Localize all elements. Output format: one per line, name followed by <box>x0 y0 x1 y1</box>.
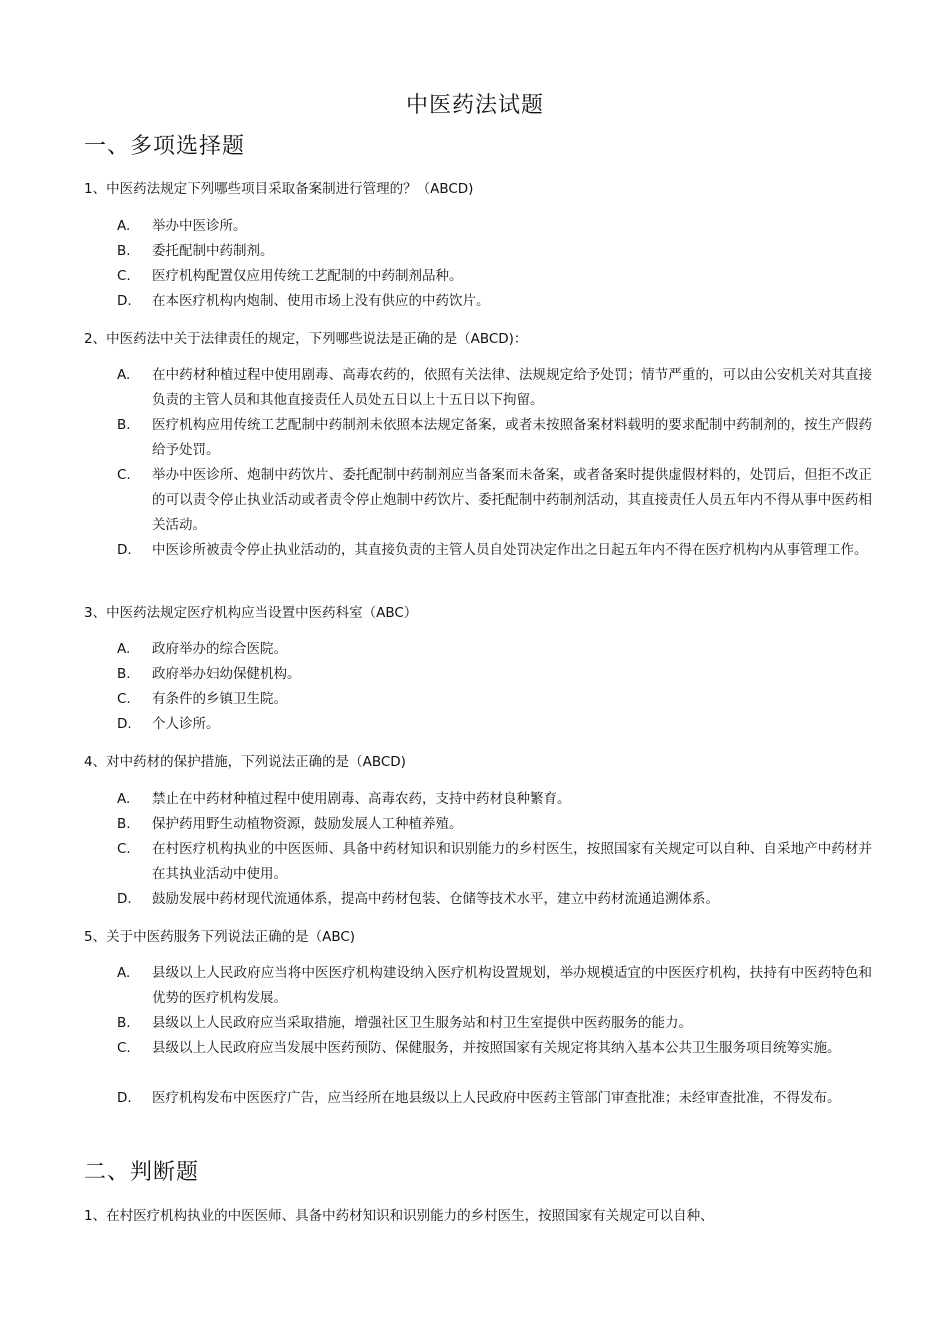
question-1-option-d <box>117 289 872 314</box>
option-text: 中医诊所被责令停止执业活动的，其直接负责的主管人员自处罚决定作出之日起五年内不得在医疗机构内从事管理工作。 <box>152 542 868 558</box>
question-4-option-a <box>117 787 872 812</box>
option-text: 个人诊所。 <box>152 716 220 732</box>
question-5: 5、关于中医药服务下列说法正确的是（ABC) <box>84 929 356 945</box>
option-text: 禁止在中药材种植过程中使用剧毒、高毒农药，支持中药材良种繁育。 <box>152 791 571 807</box>
option-text: 医疗机构应用传统工艺配制中药制剂未依照本法规定备案，或者未按照备案材料载明的要求配制中药制剂的，按生产假药给予处罚。 <box>152 417 872 458</box>
option-letter: C. <box>117 841 131 857</box>
option-text: 政府举办的综合医院。 <box>152 641 287 657</box>
question-5-option-b <box>117 1011 872 1036</box>
option-text: 有条件的乡镇卫生院。 <box>152 691 287 707</box>
option-letter: C. <box>117 1040 131 1056</box>
option-letter: D. <box>117 542 132 558</box>
question-5-option-c <box>117 1036 872 1061</box>
question-4: 4、对中药材的保护措施，下列说法正确的是（ABCD) <box>84 754 406 770</box>
option-letter: B. <box>117 1015 131 1031</box>
section-heading-true-false: 二、判断题 <box>84 1160 200 1185</box>
option-letter: C. <box>117 691 131 707</box>
option-letter: B. <box>117 666 131 682</box>
question-3: 3、中医药法规定医疗机构应当设置中医药科室（ABC） <box>84 605 418 621</box>
question-2-option-a <box>117 363 872 413</box>
option-letter: D. <box>117 293 132 309</box>
option-text: 在村医疗机构执业的中医医师、具备中药材知识和识别能力的乡村医生，按照国家有关规定可以自种、自采地产中药材并在其执业活动中使用。 <box>152 841 872 882</box>
question-4-option-b <box>117 812 872 837</box>
option-letter: D. <box>117 1090 132 1106</box>
option-letter: C. <box>117 467 131 483</box>
option-text: 举办中医诊所。 <box>152 218 247 234</box>
section-heading-multiple-choice: 一、多项选择题 <box>84 134 246 159</box>
option-text: 举办中医诊所、炮制中药饮片、委托配制中药制剂应当备案而未备案，或者备案时提供虚假材料的，处罚后，但拒不改正的可以责令停止执业活动或者责令停止炮制中药饮片、委托配制中药制剂活动，其直接责任人员五年内不得从事中医药相关活动。 <box>152 467 872 533</box>
question-2-option-c <box>117 463 872 538</box>
option-letter: B. <box>117 243 131 259</box>
question-5-option-a <box>117 961 872 1011</box>
question-1-option-b <box>117 239 872 264</box>
option-text: 政府举办妇幼保健机构。 <box>152 666 301 682</box>
option-text: 县级以上人民政府应当发展中医药预防、保健服务，并按照国家有关规定将其纳入基本公共卫生服务项目统筹实施。 <box>152 1040 841 1056</box>
option-text: 医疗机构配置仅应用传统工艺配制的中药制剂品种。 <box>152 268 463 284</box>
question-2: 2、中医药法中关于法律责任的规定，下列哪些说法是正确的是（ABCD)： <box>84 331 528 347</box>
question-3-option-b <box>117 662 872 687</box>
question-3-option-d <box>117 712 872 737</box>
option-text: 医疗机构发布中医医疗广告，应当经所在地县级以上人民政府中医药主管部门审查批准；未经审查批准，不得发布。 <box>152 1090 841 1106</box>
option-text: 在中药材种植过程中使用剧毒、高毒农药的，依照有关法律、法规规定给予处罚；情节严重的，可以由公安机关对其直接负责的主管人员和其他直接责任人员处五日以上十五日以下拘留。 <box>152 367 872 408</box>
question-2-option-d <box>117 538 872 563</box>
option-text: 县级以上人民政府应当采取措施，增强社区卫生服务站和村卫生室提供中医药服务的能力。 <box>152 1015 692 1031</box>
option-letter: B. <box>117 417 131 433</box>
question-1: 1、中医药法规定下列哪些项目采取备案制进行管理的？（ABCD) <box>84 181 474 197</box>
question-5-option-d <box>117 1086 872 1111</box>
option-text: 保护药用野生动植物资源，鼓励发展人工种植养殖。 <box>152 816 463 832</box>
option-text: 在本医疗机构内炮制、使用市场上没有供应的中药饮片。 <box>152 293 490 309</box>
question-4-option-d <box>117 887 872 912</box>
option-letter: A. <box>117 791 131 807</box>
question-2-option-b <box>117 413 872 463</box>
option-letter: B. <box>117 816 131 832</box>
option-letter: A. <box>117 641 131 657</box>
option-letter: A. <box>117 367 131 383</box>
option-text: 委托配制中药制剂。 <box>152 243 274 259</box>
option-letter: D. <box>117 716 132 732</box>
question-1-option-a <box>117 214 872 239</box>
document-title: 中医药法试题 <box>405 93 544 118</box>
tf-question-1: 1、在村医疗机构执业的中医医师、具备中药材知识和识别能力的乡村医生，按照国家有关规定可以自种、 <box>84 1208 714 1224</box>
option-letter: A. <box>117 218 131 234</box>
option-letter: A. <box>117 965 131 981</box>
question-3-option-c <box>117 687 872 712</box>
question-1-option-c <box>117 264 872 289</box>
option-text: 县级以上人民政府应当将中医医疗机构建设纳入医疗机构设置规划，举办规模适宜的中医医疗机构，扶持有中医药特色和优势的医疗机构发展。 <box>152 965 872 1006</box>
question-4-option-c <box>117 837 872 887</box>
option-text: 鼓励发展中药材现代流通体系，提高中药材包装、仓储等技术水平，建立中药材流通追溯体系。 <box>152 891 719 907</box>
option-letter: C. <box>117 268 131 284</box>
question-3-option-a <box>117 637 872 662</box>
option-letter: D. <box>117 891 132 907</box>
